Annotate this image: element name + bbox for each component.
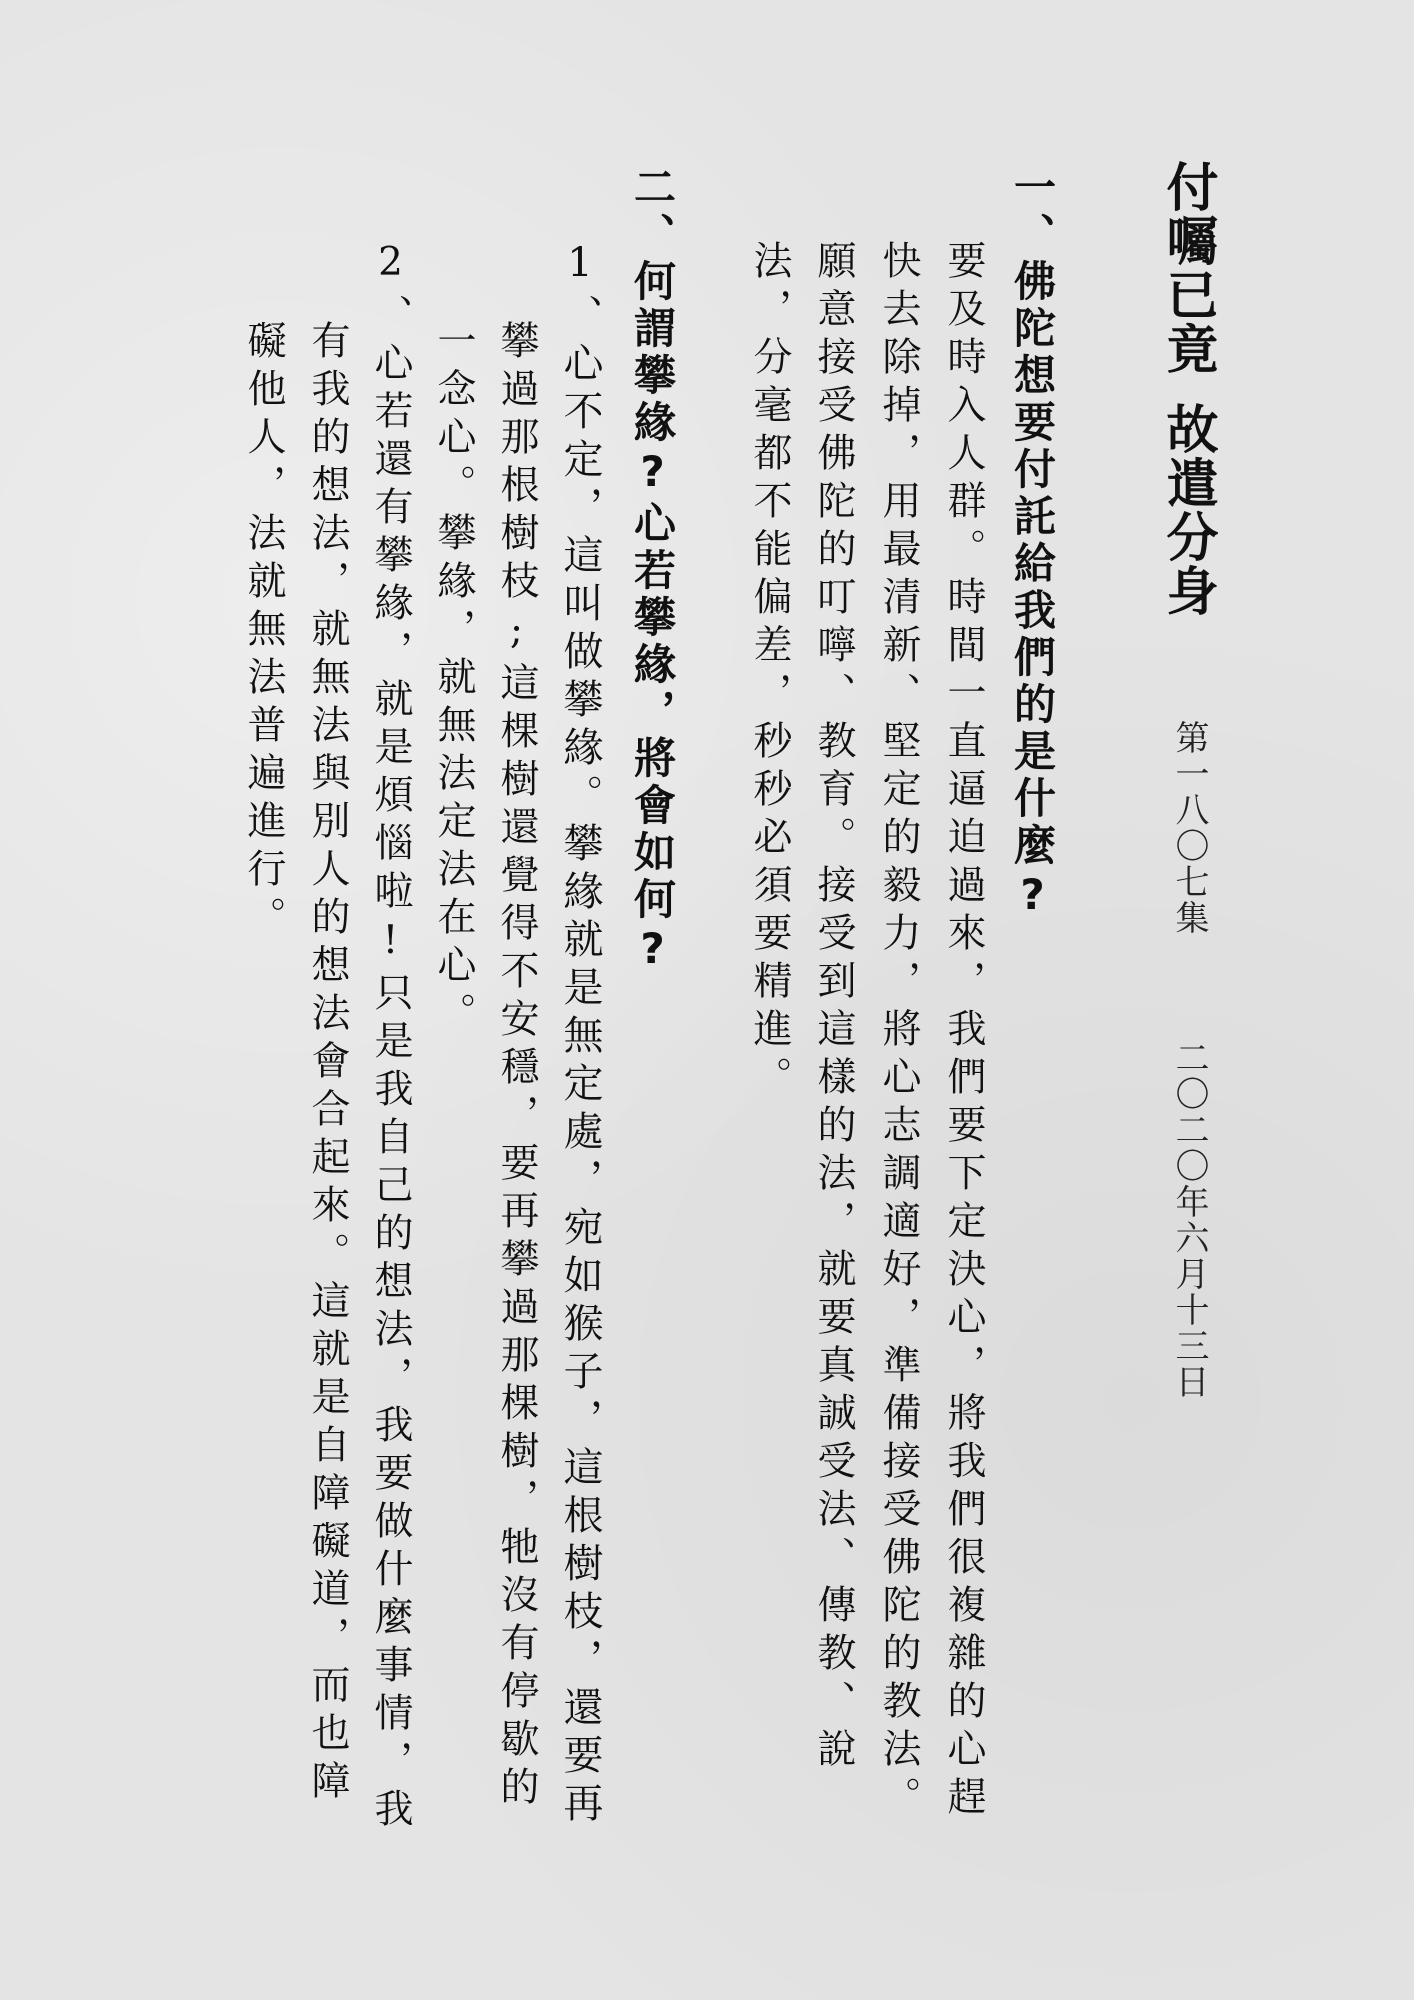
section-2-heading: 二、何謂攀緣?心若攀緣，將會如何? bbox=[628, 165, 677, 978]
section-1-heading: 一、佛陀想要付託給我們的是什麼? bbox=[1008, 165, 1057, 924]
point-1-line: 攀過那根樹枝;這棵樹還覺得不安穩，要再攀過那棵樹，牠沒有停歇的 bbox=[494, 320, 539, 1814]
point-1-line: 1、心不定，這叫做攀緣。攀緣就是無定處，宛如猴子，這根樹枝，還要再 bbox=[557, 240, 603, 1830]
section-1-line: 要及時入人群。時間一直逼迫過來，我們要下定決心，將我們很複雜的心趕 bbox=[941, 240, 986, 1824]
page-title bbox=[1150, 160, 1225, 618]
title-part-1: 付囑已竟 bbox=[1157, 160, 1217, 376]
point-2-line: 有我的想法，就無法與別人的想法會合起來。這就是自障礙道，而也障 bbox=[305, 320, 350, 1808]
point-2-line: 2、心若還有攀緣，就是煩惱啦!只是我自己的想法，我要做什麼事情，我 bbox=[368, 240, 413, 1836]
section-1-line: 願意接受佛陀的叮嚀、教育。接受到這樣的法，就要真誠受法、傳教、說 bbox=[811, 240, 856, 1776]
point-1-line: 一念心。攀緣，就無法定法在心。 bbox=[431, 320, 476, 1040]
point-2-line: 礙他人，法就無法普遍進行。 bbox=[241, 320, 286, 944]
section-1-line: 快去除掉，用最清新、堅定的毅力，將心志調適好，準備接受佛陀的教法。 bbox=[876, 240, 921, 1824]
title-part-2: 故遣分身 bbox=[1157, 402, 1217, 618]
publication-date: 二〇二〇年六月十三日 bbox=[1169, 1040, 1209, 1400]
episode-number: 第一八〇七集 bbox=[1169, 720, 1209, 936]
section-1-line: 法，分毫都不能偏差，秒秒必須要精進。 bbox=[747, 240, 792, 1104]
